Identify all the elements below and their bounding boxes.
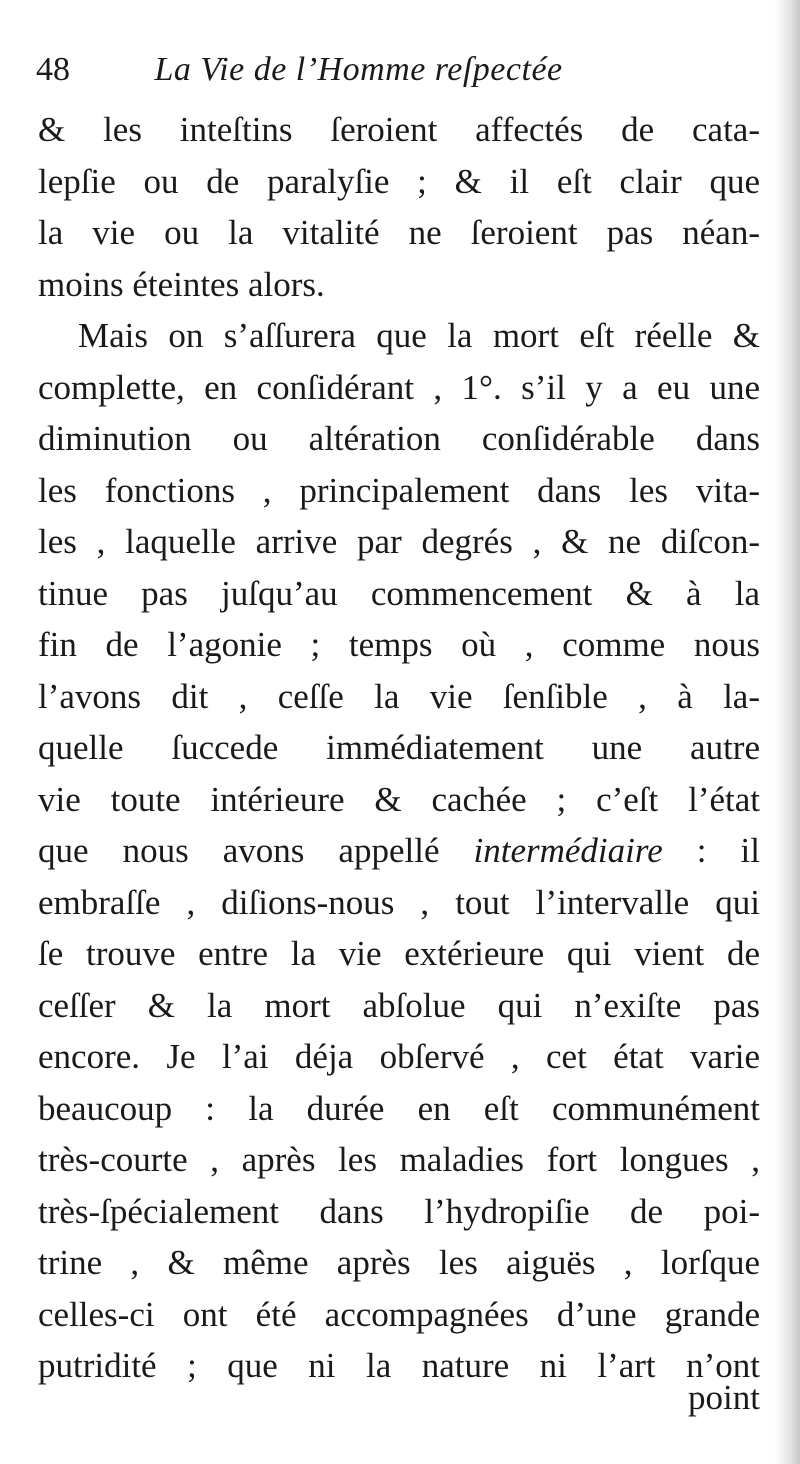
- text-line: & les inteſtins ſeroient affectés de cata-: [38, 110, 760, 149]
- text-line: très-courte , après les maladies fort longues ,: [38, 1140, 760, 1179]
- text-line: complette, en conſidérant , 1°. s’il y a eu une: [38, 367, 760, 407]
- text-line: vie toute intérieure & cachée ; c’eſt l’état: [38, 779, 760, 819]
- text-line: très-ſpécialement dans l’hydropiſie de poi-: [38, 1191, 760, 1231]
- text-line: ſe trouve entre la vie extérieure qui vient de: [38, 934, 760, 973]
- italic-term: intermédiaire: [473, 831, 663, 870]
- scan-edge-shadow: [774, 0, 800, 1464]
- text-line: beaucoup : la durée en eſt communément: [38, 1088, 760, 1128]
- paragraph-first-line: Mais on s’aſſurera que la mort eſt réelle &: [78, 316, 760, 355]
- text-line: lepſie ou de paralyſie ; & il eſt clair que: [38, 161, 760, 201]
- text-line: embraſſe , diſions-nous , tout l’intervalle qui: [38, 882, 760, 922]
- paragraph-end-line: moins éteintes alors.: [38, 264, 325, 304]
- text-line: quelle ſuccede immédiatement une autre: [38, 728, 760, 767]
- text-line-with-italic: [38, 825, 760, 877]
- text-line: encore. Je l’ai déja obſervé , cet état varie: [38, 1037, 760, 1076]
- text-line: fin de l’agonie ; temps où , comme nous: [38, 625, 760, 664]
- text-line: putridité ; que ni la nature ni l’art n’ont: [38, 1346, 760, 1385]
- page-number: 48: [36, 51, 70, 88]
- running-head: [36, 44, 756, 96]
- text-line: les fonctions , principalement dans les vita-: [38, 470, 760, 510]
- text-segment: : il: [662, 831, 760, 870]
- text-segment: que nous avons appellé: [38, 831, 474, 870]
- text-line: la vie ou la vitalité ne ſeroient pas néan-: [38, 213, 760, 252]
- running-title: La Vie de l’Homme reſpectée: [154, 51, 563, 88]
- text-line: trine , & même après les aiguës , lorſque: [38, 1243, 760, 1282]
- text-line: l’avons dit , ceſſe la vie ſenſible , à la-: [38, 676, 760, 716]
- body-text: [38, 104, 760, 1392]
- text-line: tinue pas juſqu’au commencement & à la: [38, 573, 760, 613]
- text-line: diminution ou altération conſidérable dans: [38, 419, 760, 458]
- text-line: celles-ci ont été accompagnées d’une grande: [38, 1294, 760, 1334]
- text-line: les , laquelle arrive par degrés , & ne diſcon-: [38, 522, 760, 561]
- catchword: point: [688, 1378, 760, 1417]
- text-line: ceſſer & la mort abſolue qui n’exiſte pas: [38, 985, 760, 1025]
